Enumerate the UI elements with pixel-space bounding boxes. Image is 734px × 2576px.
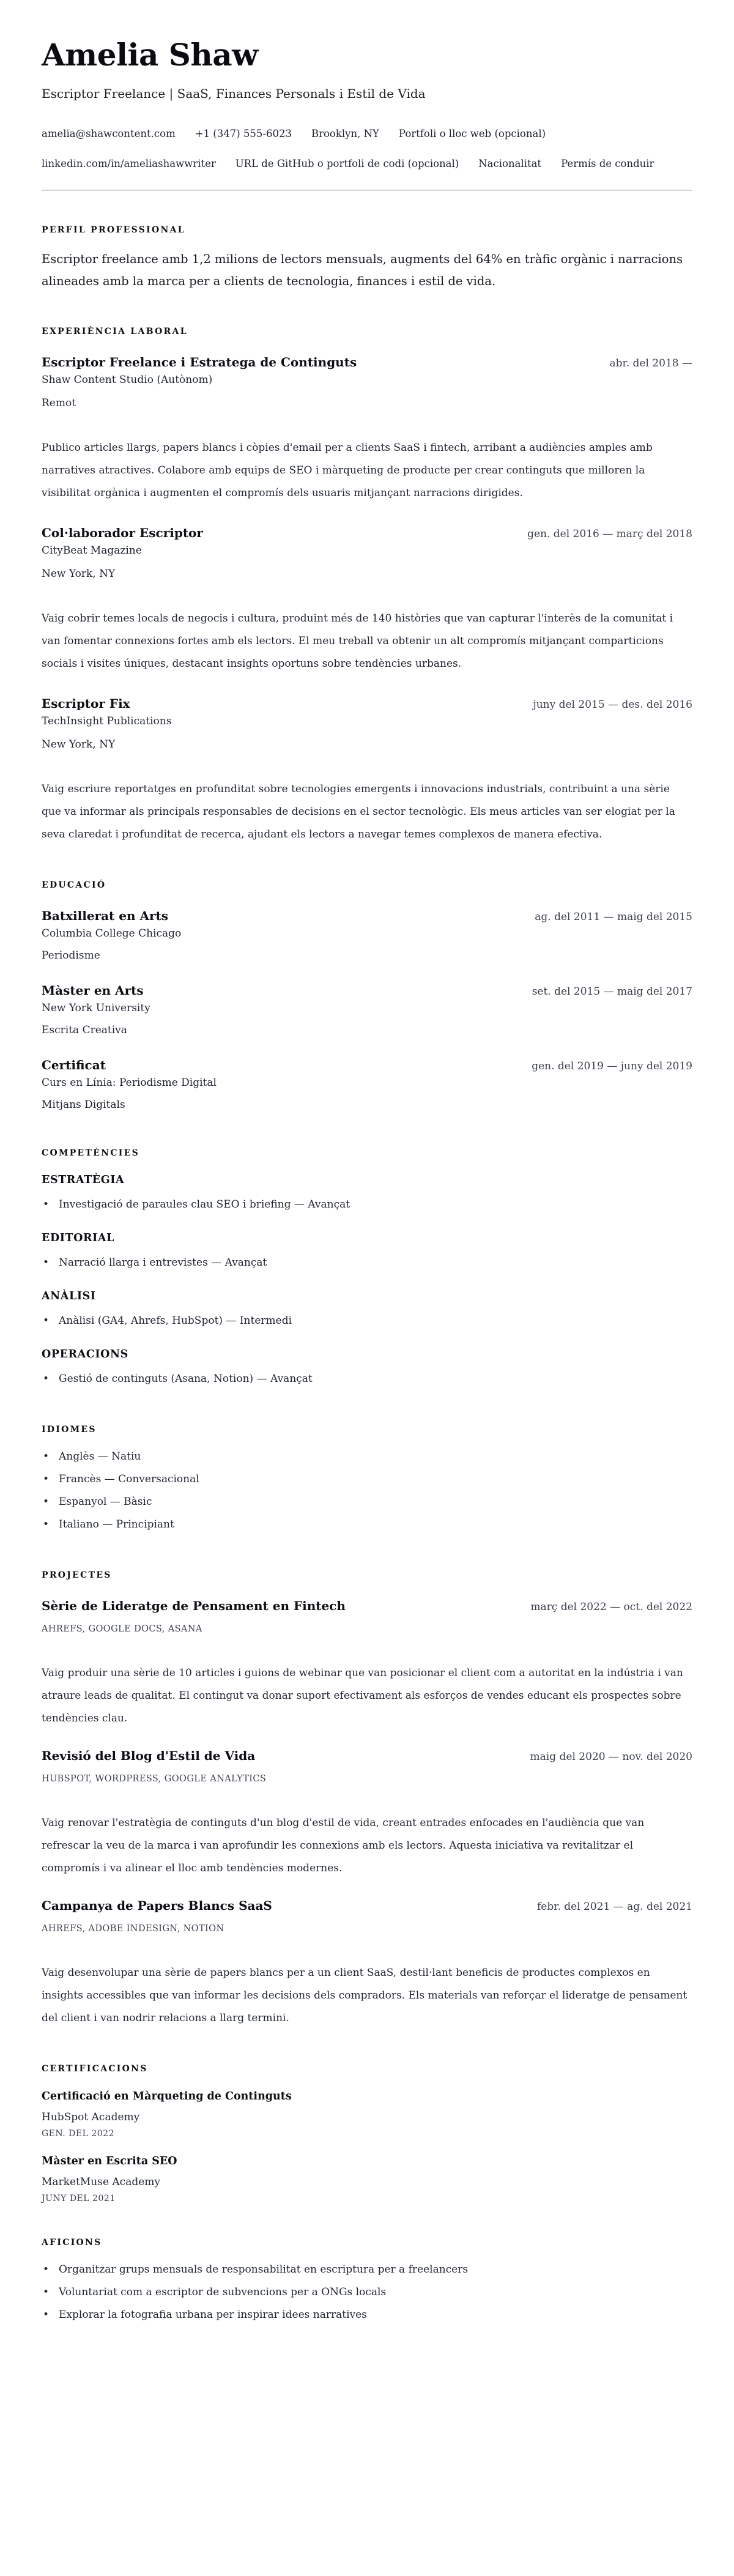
education-dates: ag. del 2011 — maig del 2015 [535,911,692,923]
hobby-item: • Voluntariat com a escriptor de subvencions per a ONGs locals [42,2281,692,2304]
contact-github[interactable]: URL de GitHub o portfoli de codi (opcional) [235,158,459,169]
education-section [42,880,692,1114]
certification-entry [42,2153,692,2203]
job-dates: juny del 2015 — des. del 2016 [533,699,692,711]
job-dates: gen. del 2016 — març del 2018 [527,528,692,540]
certification-issuer: HubSpot Academy [42,2111,140,2123]
skill-item: • Anàlisi (GA4, Ahrefs, HubSpot) — Intermedi [42,1310,692,1332]
project-tech: AHREFS, ADOBE INDESIGN, NOTION [42,1924,224,1934]
field-of-study: Escrita Creativa [42,1024,127,1036]
education-dates: set. del 2015 — maig del 2017 [532,985,692,998]
project-entry [42,1897,692,2030]
skill-group [42,1232,692,1274]
project-title: Campanya de Papers Blancs SaaS [42,1898,272,1913]
contact-portfolio[interactable]: Portfoli o lloc web (opcional) [398,128,546,139]
education-entry [42,982,692,1039]
headline: Escriptor Freelance | SaaS, Finances Personals i Estil de Vida [42,86,426,101]
hobby-item: • Organitzar grups mensuals de responsabilitat en escriptura per a freelancers [42,2259,692,2281]
job-title: Escriptor Freelance i Estratega de Continguts [42,355,357,369]
experience-entry [42,695,692,846]
hobbies-section [42,2238,692,2326]
projects-section [42,1570,692,2030]
summary-text: Escriptor freelance amb 1,2 milions de lectors mensuals, augments del 64% en tràfic orgànic i narracions alineades amb la marca per a clients de tecnologia, finances i estil de vida. [42,252,683,288]
experience-entry [42,524,692,675]
project-title: Revisió del Blog d'Estil de Vida [42,1748,256,1763]
skill-group [42,1348,692,1390]
summary-section [42,225,692,292]
school: Curs en Línia: Periodisme Digital [42,1077,217,1089]
certification-entry [42,2088,692,2139]
project-entry [42,1747,692,1880]
company: TechInsight Publications [42,715,172,727]
contact-linkedin[interactable]: linkedin.com/in/ameliashawwriter [42,158,216,169]
project-dates: febr. del 2021 — ag. del 2021 [536,1901,692,1913]
skill-group-title: ESTRATÈGIA [42,1174,125,1186]
job-title: Col·laborador Escriptor [42,525,203,540]
project-title: Sèrie de Lideratge de Pensament en Fintech [42,1598,346,1613]
certification-name: Màster en Escrita SEO [42,2155,177,2167]
hobby-item: • Explorar la fotografia urbana per inspirar idees narratives [42,2304,692,2326]
experience-entry [42,354,692,505]
section-title: EDUCACIÓ [42,880,106,890]
contact-phone[interactable]: +1 (347) 555-6023 [195,128,292,139]
job-description: Vaig escriure reportatges en profunditat sobre tecnologies emergents i innovacions industrials, contribuint a una sèrie que va informar als principals responsables de decisions en el sector tecnològic. Els meus articles van ser elogiat per la seva claredat i profunditat de recerca, ajudant els lectors a navegar temes complexos de manera efectiva. [42,783,675,841]
school: New York University [42,1002,150,1014]
contact-driving-license: Permís de conduir [561,158,654,169]
section-title: PROJECTES [42,1570,112,1580]
job-title: Escriptor Fix [42,696,130,711]
skill-group-title: OPERACIONS [42,1348,128,1360]
skills-section [42,1148,692,1390]
job-dates: abr. del 2018 — [609,357,692,369]
project-tech: AHREFS, GOOGLE DOCS, ASANA [42,1624,202,1634]
project-description: Vaig desenvolupar una sèrie de papers blancs per a un client SaaS, destil·lant beneficis de productes complexos en insights accessibles que van informar les decisions dels compradors. Els materials van reforçar el lideratge de pensament del client i van nodrir relacions a llarg termini. [42,1967,688,2024]
certification-name: Certificació en Màrqueting de Continguts [42,2090,292,2103]
skill-item: • Narració llarga i entrevistes — Avançat [42,1252,692,1274]
project-description: Vaig renovar l'estratègia de continguts d'un blog d'estil de vida, creant entrades enfocades en l'audiència que van refrescar la veu de la marca i van aprofundir les connexions amb els lectors. Aquesta iniciativa va revitalitzar el compromís i va alinear el lloc amb tendències modernes. [42,1817,645,1874]
skill-group-title: EDITORIAL [42,1232,114,1244]
skill-group-title: ANÀLISI [42,1290,96,1302]
section-title: EXPERIÈNCIA LABORAL [42,327,188,336]
section-title: AFICIONS [42,2238,102,2248]
project-dates: març del 2022 — oct. del 2022 [530,1601,692,1613]
contact-email[interactable]: amelia@shawcontent.com [42,128,176,139]
job-description: Vaig cobrir temes locals de negocis i cultura, produint més de 140 històries que van capturar l'interès de la comunitat i van fomentar connexions fortes amb els lectors. El meu treball va obtenir un alt compromís mitjançant comparticions socials i visites úniques, destacant insights oportuns sobre tendències urbanes. [42,612,673,670]
company: Shaw Content Studio (Autònom) [42,374,213,386]
header-divider [42,190,692,191]
languages-section [42,1425,692,1536]
school: Columbia College Chicago [42,927,182,940]
certifications-section [42,2064,692,2203]
education-entry [42,907,692,965]
job-description: Publico articles llargs, papers blancs i còpies d'email per a clients SaaS i fintech, arribant a audiències amples amb narratives atractives. Colabore amb equips de SEO i màrqueting de producte per crear continguts que milloren la visibilitat orgànica i augmenten el compromís dels usuaris mitjançant narracions dirigides. [42,442,653,499]
language-item: • Francès — Conversacional [42,1468,692,1491]
section-title: COMPETÈNCIES [42,1148,139,1158]
project-tech: HUBSPOT, WORDPRESS, GOOGLE ANALYTICS [42,1774,267,1784]
section-title: IDIOMES [42,1425,97,1435]
degree: Màster en Arts [42,983,144,998]
degree: Certificat [42,1058,106,1072]
language-item: • Italiano — Principiant [42,1513,692,1536]
education-dates: gen. del 2019 — juny del 2019 [532,1060,692,1072]
certification-date: JUNY DEL 2021 [42,2194,116,2203]
section-title: CERTIFICACIONS [42,2064,148,2074]
education-entry [42,1056,692,1114]
contact-nationality: Nacionalitat [478,158,542,169]
contact-location: Brooklyn, NY [311,128,379,139]
field-of-study: Mitjans Digitals [42,1099,125,1111]
candidate-name: Amelia Shaw [42,37,258,73]
skill-item: • Investigació de paraules clau SEO i briefing — Avançat [42,1193,692,1216]
company: CityBeat Magazine [42,544,142,557]
degree: Batxillerat en Arts [42,908,169,923]
job-location: New York, NY [42,738,116,751]
contact-list [42,119,692,179]
experience-section [42,327,692,846]
language-item: • Anglès — Natiu [42,1446,692,1468]
job-location: Remot [42,397,76,409]
project-dates: maig del 2020 — nov. del 2020 [530,1751,692,1763]
skill-group [42,1174,692,1216]
project-description: Vaig produir una sèrie de 10 articles i guions de webinar que van posicionar el client com a autoritat en la indústria i van atraure leads de qualitat. El contingut va donar suport efectivament als esforços de vendes educant els prospectes sobre tendències clau. [42,1667,683,1724]
certification-date: GEN. DEL 2022 [42,2129,114,2139]
project-entry [42,1597,692,1730]
skill-item: • Gestió de continguts (Asana, Notion) — Avançat [42,1368,692,1390]
resume-header [42,38,692,191]
certification-issuer: MarketMuse Academy [42,2176,161,2188]
field-of-study: Periodisme [42,949,100,962]
job-location: New York, NY [42,568,116,580]
language-item: • Espanyol — Bàsic [42,1491,692,1513]
skill-group [42,1290,692,1332]
section-title: PERFIL PROFESSIONAL [42,225,185,235]
